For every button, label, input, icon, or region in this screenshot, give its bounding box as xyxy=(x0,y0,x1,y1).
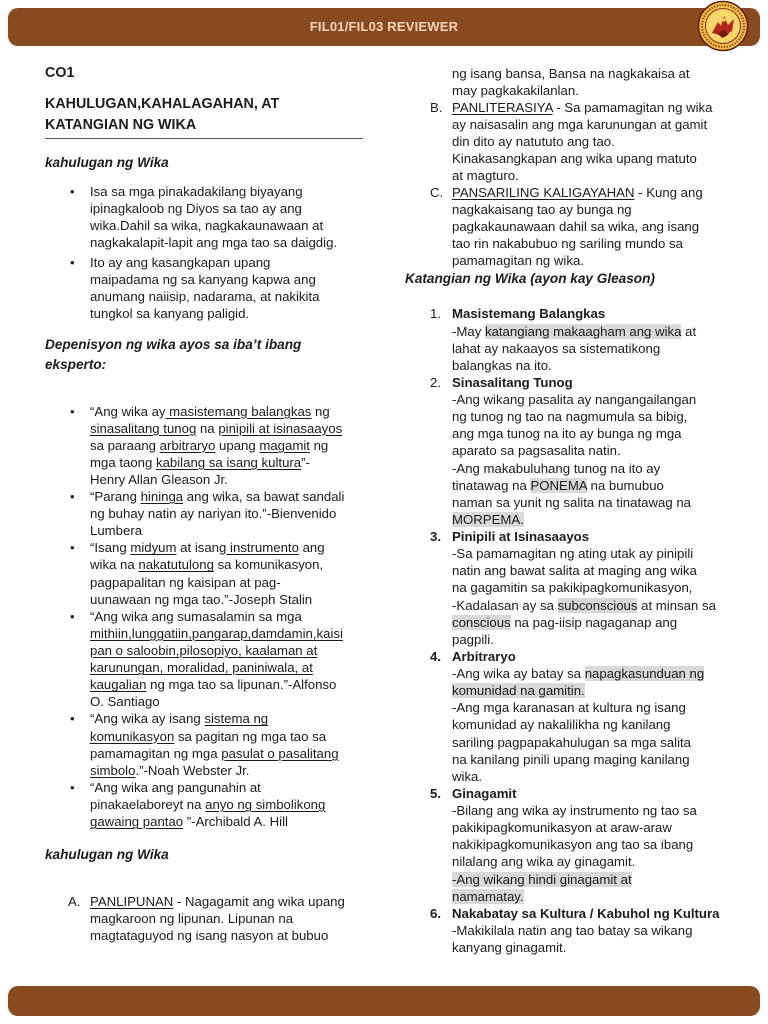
underlined-term: pasulat o pasalitang xyxy=(221,745,339,761)
list-marker: 2. xyxy=(430,374,441,390)
item-title: Arbitraryo xyxy=(452,648,516,664)
text-run: ng xyxy=(311,403,330,419)
text-line: Katangian ng Wika (ayon kay Gleason) xyxy=(405,271,655,286)
features-section-title xyxy=(405,269,655,289)
text-line: maipadama ng sa kanyang kapwa ang xyxy=(90,271,316,287)
bullet-item xyxy=(70,779,344,830)
text-line: uunawaan ng mga tao.”-Joseph Stalin xyxy=(90,591,313,607)
underlined-term: gawaing pantao xyxy=(90,814,184,830)
text-line xyxy=(90,625,344,642)
highlighted-term: katangiang makaagham ang wika xyxy=(484,323,682,339)
text-line: kahulugan ng Wika xyxy=(45,155,169,170)
expert-definitions-list xyxy=(70,403,345,831)
item-title: Pinipili at Isinasaayos xyxy=(452,529,590,545)
bullet-item xyxy=(70,710,344,778)
text-line: Depenisyon ng wika ayos sa iba’t ibang xyxy=(45,337,302,352)
text-line: “Ang wika ang pangunahin at xyxy=(90,779,261,795)
text-run: “Parang xyxy=(90,489,141,505)
text-line xyxy=(90,539,344,556)
main-heading xyxy=(45,94,279,136)
underlined-term: midyum xyxy=(130,540,177,556)
text-line: naman sa yunit ng salita na tinatawag na xyxy=(452,494,691,510)
list-marker: 6. xyxy=(430,905,441,921)
underlined-term: simbolo xyxy=(90,762,136,778)
underlined-term: mithiin,lunggatiin,pangarap,damdamin,kaisi xyxy=(90,625,343,641)
underlined-term: pan o saloobin,pilosopiyo, kaalaman at xyxy=(90,643,318,659)
text-line: kahulugan ng Wika xyxy=(45,847,169,862)
text-line: O. Santiago xyxy=(90,694,160,710)
text-run: upang xyxy=(215,437,260,453)
item-title: Masistemang Balangkas xyxy=(452,306,606,322)
text-run: “Isang xyxy=(90,540,131,556)
school-seal-graphic xyxy=(697,0,749,52)
functions-section-title xyxy=(45,845,169,865)
underlined-term: PANLIPUNAN xyxy=(90,893,174,909)
document-title: FIL01/FIL03 REVIEWER xyxy=(309,19,459,34)
text-line: -Makikilala natin ang tao batay sa wikang xyxy=(452,922,693,938)
underlined-term: magamit xyxy=(259,437,310,453)
text-line xyxy=(452,511,719,528)
text-run: -Kadalasan ay sa xyxy=(452,597,558,613)
text-line: din dito ay natututo ang tao. xyxy=(452,133,615,149)
text-line xyxy=(452,597,719,614)
underlined-term: anyo ng simbolikong xyxy=(205,797,326,813)
text-line: na kanilang pinili upang maging kanilang xyxy=(452,751,690,767)
underlined-term: PANLITERASIYA xyxy=(452,99,553,115)
text-run: ng xyxy=(309,437,329,453)
text-line: Isa sa mga pinakadakilang biyayang xyxy=(90,183,303,199)
underlined-term: kabilang sa isang kultura xyxy=(155,454,302,470)
bullet-icon: • xyxy=(70,183,75,199)
text-line: nilalang ang wika ay ginagamit. xyxy=(452,854,636,870)
bullet-icon: • xyxy=(70,608,75,624)
item-title: Ginagamit xyxy=(452,785,517,801)
text-line: -Bilang ang wika ay instrumento ng tao sa xyxy=(452,803,697,819)
text-run: tinatawag na xyxy=(452,477,531,493)
list-marker: 3. xyxy=(430,529,441,545)
text-line: pagkakaunawaan dahil sa wika, ang isang xyxy=(452,218,700,234)
text-line: nagkakalapit-lapit ang mga tao sa daigdig. xyxy=(90,234,338,250)
footer-bar xyxy=(8,986,760,1016)
text-line: pamamagitan ng wika. xyxy=(452,252,584,268)
text-line: ipinagkaloob ng Diyos sa tao ay ang xyxy=(90,200,302,216)
text-line: nagkakaisang tao ay bunga ng xyxy=(452,201,632,217)
functions-list-continued xyxy=(430,65,713,269)
text-line: ay naisasalin ang mga karunungan at gamit xyxy=(452,116,708,132)
text-run: mga taong xyxy=(90,454,156,470)
text-run: pinakaelaboreyt na xyxy=(90,797,206,813)
text-line: -Sa pamamagitan ng ating utak ay pinipili xyxy=(452,546,694,562)
bullet-icon: • xyxy=(70,403,75,419)
underlined-term: masistemang balangkas xyxy=(165,403,312,419)
underlined-term: instrumento xyxy=(226,540,299,556)
text-line: eksperto: xyxy=(45,357,107,372)
text-line xyxy=(452,871,719,888)
text-line: “Ang wika ang sumasalamin sa mga xyxy=(90,608,302,624)
text-run: pamamagitan ng mga xyxy=(90,745,222,761)
list-item xyxy=(430,374,719,528)
text-line xyxy=(90,642,344,659)
underlined-term: pinipili at isinasaayos xyxy=(218,420,343,436)
underlined-term: sinasalitang tunog xyxy=(90,420,197,436)
highlighted-term: -Ang wikang hindi ginagamit at xyxy=(452,871,632,887)
text-line: may pagkakakilanlan. xyxy=(452,82,579,98)
functions-list xyxy=(68,893,345,944)
list-marker: 4. xyxy=(430,648,441,664)
definitions-section-title xyxy=(45,335,301,375)
text-line: komunidad ay nakalilikha ng kanilang xyxy=(452,717,671,733)
text-line: tao rin nakabubuo ng sariling mundo sa xyxy=(452,235,683,251)
text-line xyxy=(90,893,345,910)
text-run: ang xyxy=(298,540,325,556)
highlighted-term: PONEMA xyxy=(530,477,587,493)
text-line xyxy=(90,437,344,454)
text-line: aparato sa pagsasalita natin. xyxy=(452,443,621,459)
list-item xyxy=(430,184,712,269)
text-run: at minsan sa xyxy=(637,597,716,613)
list-item xyxy=(430,785,719,905)
text-run: sa paraang xyxy=(90,437,160,453)
text-line: KATANGIAN NG WIKA xyxy=(45,116,197,133)
text-line xyxy=(90,796,344,813)
list-item xyxy=(452,65,712,99)
bullet-item xyxy=(70,608,344,711)
text-line: sariling pagpapakahulugan sa mga salita xyxy=(452,734,692,750)
text-line: pagpapalitan ng kaisipan at pag- xyxy=(90,574,281,590)
text-line: magkaroon ng lipunan. Lipunan na xyxy=(90,910,294,926)
text-line xyxy=(90,454,344,471)
text-line xyxy=(452,614,719,631)
bullet-item xyxy=(70,183,338,251)
text-line xyxy=(90,710,344,727)
course-outcome-code xyxy=(45,64,74,82)
text-run: ”- xyxy=(301,454,310,470)
text-line: anumang naiisip, nadarama, at nakikita xyxy=(90,288,320,304)
text-line xyxy=(90,403,344,420)
text-line: KAHULUGAN,KAHALAGAHAN, AT xyxy=(45,95,280,112)
underlined-term: arbitraryo xyxy=(159,437,216,453)
text-line: Lumbera xyxy=(90,523,143,539)
text-run: ang wika, sa bawat sandali xyxy=(183,489,345,505)
heading-divider xyxy=(45,138,363,139)
header-bar xyxy=(8,8,760,46)
bullet-icon: • xyxy=(70,540,75,556)
list-item xyxy=(68,893,345,944)
text-run: - Sa pamamagitan ng wika xyxy=(552,99,713,115)
text-run: na xyxy=(196,420,219,436)
text-line: natin ang bawat salita at maging ang wika xyxy=(452,563,697,579)
text-line xyxy=(452,184,712,201)
text-line: ng tunog ng tao na nagmumula sa bibig, xyxy=(452,409,688,425)
bullet-item xyxy=(70,488,345,539)
bullet-icon: • xyxy=(70,489,75,505)
item-title: Sinasalitang Tunog xyxy=(452,374,573,390)
text-run: sa komunikasyon, xyxy=(213,557,324,573)
highlighted-term: MORPEMA. xyxy=(452,511,524,527)
text-line: pakikipagkomunikasyon at araw-araw xyxy=(452,820,672,836)
school-seal-icon xyxy=(697,0,749,52)
underlined-term: karunungan, moralidad, paniniwala, at xyxy=(90,660,313,676)
list-marker: 1. xyxy=(430,306,441,322)
list-item xyxy=(430,99,713,184)
highlighted-term: subconscious xyxy=(557,597,638,613)
text-line xyxy=(452,99,712,116)
text-run: ”-Archibald A. Hill xyxy=(183,814,288,830)
list-marker: C. xyxy=(430,184,444,200)
underlined-term: komunikasyon xyxy=(90,728,175,744)
list-item xyxy=(430,648,719,785)
text-line: -Ang mga karanasan at kultura ng isang xyxy=(452,700,686,716)
text-run: sa pagitan ng mga tao sa xyxy=(174,728,327,744)
text-line: Ito ay ang kasangkapan upang xyxy=(90,254,271,270)
text-run: -May xyxy=(452,323,485,339)
underlined-term: kaugalian xyxy=(90,677,147,693)
text-line: magtataguyod ng isang nasyon at bubuo xyxy=(90,927,329,943)
text-line xyxy=(90,728,344,745)
text-run: na pag-iisip nagaganap ang xyxy=(510,614,678,630)
text-run: - Kung ang xyxy=(634,184,703,200)
text-run: “Ang wika ay xyxy=(90,403,166,419)
text-line: kanyang ginagamit. xyxy=(452,940,567,956)
text-line: ng buhay natin ay nariyan ito.”-Bienvenido xyxy=(90,506,337,522)
bullet-item xyxy=(70,254,337,322)
text-line: nakikipagkomunikasyon ang tao sa ibang xyxy=(452,837,694,853)
text-line: na gagamitin sa pakikipagkomunikasyon, xyxy=(452,580,693,596)
list-item xyxy=(430,905,720,956)
course-outcome-label: CO1 xyxy=(45,65,75,81)
text-line xyxy=(90,813,344,830)
text-line xyxy=(452,323,719,340)
text-run: na bumubuo xyxy=(586,477,664,493)
text-line xyxy=(90,488,344,505)
text-line xyxy=(90,745,344,762)
list-marker: B. xyxy=(430,99,443,115)
text-line: balangkas na ito. xyxy=(452,357,552,373)
text-run: wika na xyxy=(90,557,139,573)
list-item xyxy=(430,528,719,648)
bullet-item xyxy=(70,539,344,607)
text-line xyxy=(90,420,344,437)
underlined-term: nakatutulong xyxy=(138,557,214,573)
list-item xyxy=(430,305,719,374)
text-line: ang mga tunog na ito ay bunga ng mga xyxy=(452,426,682,442)
text-line xyxy=(90,676,344,693)
text-line xyxy=(90,659,344,676)
text-line: lahat ay nakaayos sa sistematikong xyxy=(452,340,661,356)
text-line xyxy=(90,762,344,779)
text-run: at isang xyxy=(176,540,227,556)
features-list xyxy=(430,305,720,956)
text-run: - Nagagamit ang wika upang xyxy=(173,893,345,909)
bullet-icon: • xyxy=(70,711,75,727)
text-line: pagpili. xyxy=(452,631,494,647)
underlined-term: sistema ng xyxy=(204,711,269,727)
text-run: -Ang wika ay batay sa xyxy=(452,666,585,682)
item-title: Nakabatay sa Kultura / Kabuhol ng Kultura xyxy=(452,905,720,921)
highlighted-term: komunidad na gamitin. xyxy=(452,683,585,699)
text-line xyxy=(90,556,344,573)
list-marker: 5. xyxy=(430,785,441,801)
text-line: -Ang wikang pasalita ay nangangailangan xyxy=(452,392,697,408)
underlined-term: hininga xyxy=(140,489,184,505)
highlighted-term: namamatay. xyxy=(452,888,524,904)
underlined-term: PANSARILING KALIGAYAHAN xyxy=(452,184,635,200)
text-line: -Ang makabuluhang tunog na ito ay xyxy=(452,460,661,476)
text-run: ng mga tao sa lipunan.”-Alfonso xyxy=(146,677,337,693)
text-line: Henry Allan Gleason Jr. xyxy=(90,471,228,487)
text-line: Kinakasangkapan ang wika upang matuto xyxy=(452,150,697,166)
intro-bullet-list xyxy=(70,183,338,322)
text-run: “Ang wika ay isang xyxy=(90,711,205,727)
text-line: wika. xyxy=(452,768,483,784)
text-line: ng isang bansa, Bansa na nagkakaisa at xyxy=(452,65,690,81)
text-run: .”-Noah Webster Jr. xyxy=(135,762,250,778)
text-line: tungkol sa kanyang paligid. xyxy=(90,305,250,321)
text-line xyxy=(452,477,719,494)
text-line xyxy=(452,682,719,699)
text-line xyxy=(452,888,719,905)
highlighted-term: napagkasunduan ng xyxy=(584,666,705,682)
list-marker: A. xyxy=(68,893,81,909)
bullet-icon: • xyxy=(70,254,75,270)
text-line: wika.Dahil sa wika, nagkakaunawaan at xyxy=(90,217,324,233)
bullet-item xyxy=(70,403,344,489)
text-line xyxy=(452,665,719,682)
text-line: at magturo. xyxy=(452,167,519,183)
highlighted-term: conscious xyxy=(452,614,511,630)
intro-section-title xyxy=(45,153,169,173)
bullet-icon: • xyxy=(70,779,75,795)
text-run: at xyxy=(681,323,697,339)
